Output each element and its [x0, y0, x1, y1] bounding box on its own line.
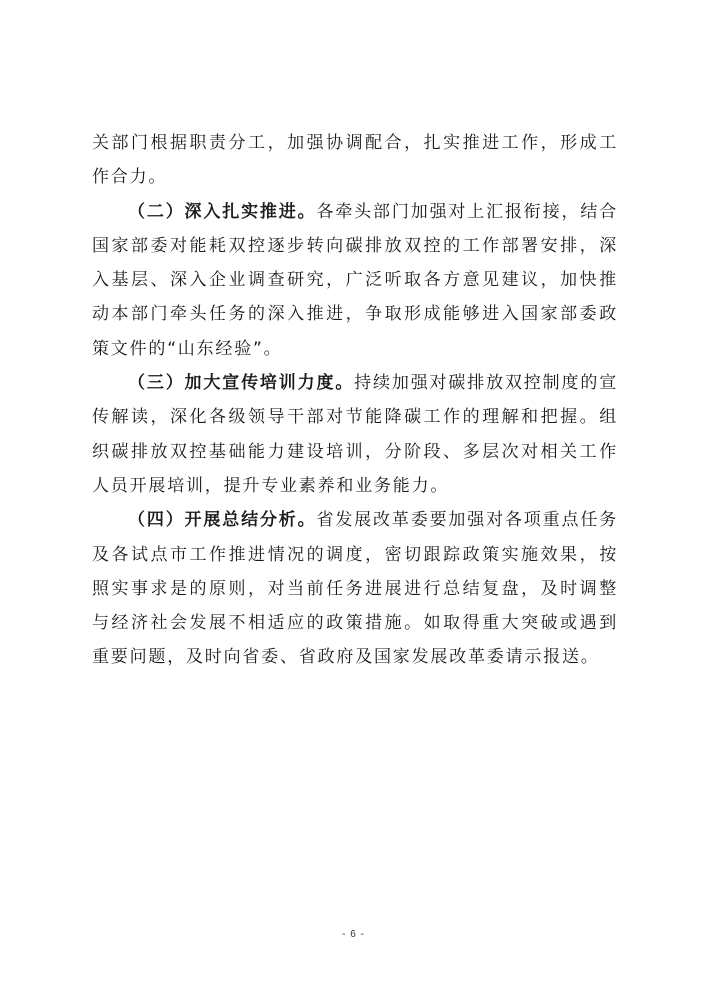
paragraph-text: 关部门根据职责分工，加强协调配合，扎实推进工作，形成工作合力。	[92, 133, 618, 188]
paragraph-continuation	[92, 126, 618, 195]
paragraph-section-3	[92, 366, 618, 503]
page-number: - 6 -	[342, 929, 365, 940]
section-heading: （二）深入扎实推进。	[128, 201, 317, 222]
paragraph-section-2	[92, 195, 618, 366]
section-heading: （三）加大宣传培训力度。	[128, 373, 355, 394]
paragraph-text: 各牵头部门加强对上汇报衔接，结合国家部委对能耗双控逐步转向碳排放双控的工作部署安排，深入基层、深入企业调查研究，广泛听取各方意见建议，加快推动本部门牵头任务的深入推进，争取形成能够进入国家部委政策文件的“山东经验”。	[92, 201, 618, 359]
paragraph-text: 省发展改革委要加强对各项重点任务及各试点市工作推进情况的调度，密切跟踪政策实施效果，按照实事求是的原则，对当前任务进展进行总结复盘，及时调整与经济社会发展不相适应的政策措施。如取得重大突破或遇到重要问题，及时向省委、省政府及国家发展改革委请示报送。	[92, 510, 618, 668]
document-body	[92, 126, 618, 675]
paragraph-text: 持续加强对碳排放双控制度的宣传解读，深化各级领导干部对节能降碳工作的理解和把握。组织碳排放双控基础能力建设培训，分阶段、多层次对相关工作人员开展培训，提升专业素养和业务能力。	[92, 373, 618, 496]
paragraph-section-4	[92, 503, 618, 674]
section-heading: （四）开展总结分析。	[128, 510, 317, 531]
